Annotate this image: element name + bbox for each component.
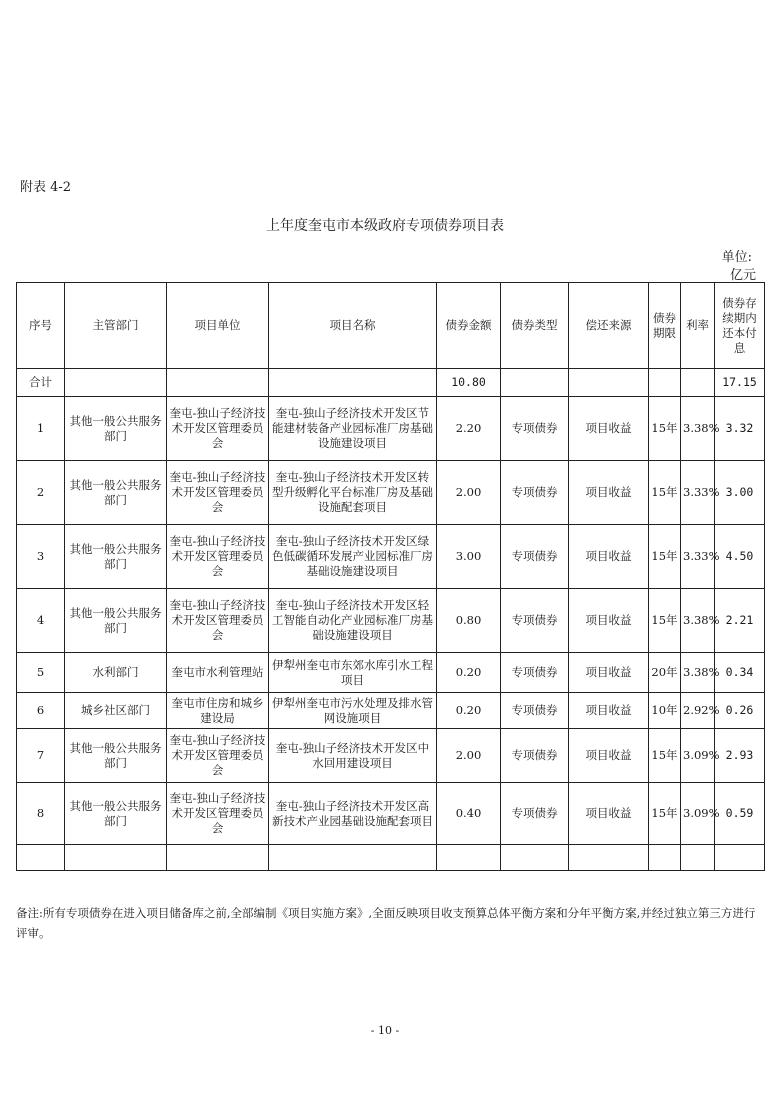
row-dept: 其他一般公共服务部门 xyxy=(65,397,167,461)
row-amount: 0.20 xyxy=(437,653,501,693)
row-unit: 奎屯市住房和城乡建设局 xyxy=(167,693,269,729)
page-number: - 10 - xyxy=(370,1024,400,1037)
unit-label: 单位: xyxy=(721,250,752,265)
row-dept: 其他一般公共服务部门 xyxy=(65,461,167,525)
header-rate: 利率 xyxy=(681,283,715,369)
row-interest: 3.00 xyxy=(715,461,765,525)
row-interest: 2.21 xyxy=(715,589,765,653)
row-type: 专项债券 xyxy=(501,397,569,461)
row-term: 20年 xyxy=(649,653,681,693)
table-row xyxy=(17,653,765,693)
row-source: 项目收益 xyxy=(569,783,649,845)
table-row xyxy=(17,397,765,461)
header-amount: 债券金额 xyxy=(437,283,501,369)
row-source: 项目收益 xyxy=(569,653,649,693)
row-rate: 3.33% xyxy=(681,461,715,525)
row-unit: 奎屯-独山子经济技术开发区管理委员会 xyxy=(167,525,269,589)
row-type: 专项债券 xyxy=(501,783,569,845)
row-amount: 3.00 xyxy=(437,525,501,589)
bond-project-table xyxy=(16,282,765,871)
row-interest: 4.50 xyxy=(715,525,765,589)
row-name: 奎屯-独山子经济技术开发区绿色低碳循环发展产业园标准厂房基础设施建设项目 xyxy=(269,525,437,589)
row-term: 15年 xyxy=(649,397,681,461)
row-dept: 水利部门 xyxy=(65,653,167,693)
row-source: 项目收益 xyxy=(569,729,649,783)
header-name: 项目名称 xyxy=(269,283,437,369)
blank-row xyxy=(17,845,765,871)
table-row xyxy=(17,729,765,783)
row-term: 10年 xyxy=(649,693,681,729)
row-dept: 其他一般公共服务部门 xyxy=(65,589,167,653)
row-source: 项目收益 xyxy=(569,589,649,653)
row-unit: 奎屯市水利管理站 xyxy=(167,653,269,693)
row-seq: 3 xyxy=(17,525,65,589)
appendix-label: 附表 4-2 xyxy=(20,180,72,195)
row-rate: 3.38% xyxy=(681,397,715,461)
row-term: 15年 xyxy=(649,461,681,525)
row-source: 项目收益 xyxy=(569,397,649,461)
table-title: 上年度奎屯市本级政府专项债券项目表 xyxy=(266,218,504,234)
row-interest: 3.32 xyxy=(715,397,765,461)
table-row xyxy=(17,525,765,589)
row-amount: 2.20 xyxy=(437,397,501,461)
row-seq: 8 xyxy=(17,783,65,845)
row-amount: 2.00 xyxy=(437,461,501,525)
table-row xyxy=(17,589,765,653)
row-interest: 0.59 xyxy=(715,783,765,845)
row-type: 专项债券 xyxy=(501,729,569,783)
total-label: 合计 xyxy=(17,369,65,397)
row-term: 15年 xyxy=(649,589,681,653)
row-source: 项目收益 xyxy=(569,693,649,729)
header-source: 偿还来源 xyxy=(569,283,649,369)
row-interest: 2.93 xyxy=(715,729,765,783)
total-amount: 10.80 xyxy=(437,369,501,397)
row-amount: 2.00 xyxy=(437,729,501,783)
row-dept: 其他一般公共服务部门 xyxy=(65,783,167,845)
row-term: 15年 xyxy=(649,729,681,783)
row-type: 专项债券 xyxy=(501,461,569,525)
row-unit: 奎屯-独山子经济技术开发区管理委员会 xyxy=(167,461,269,525)
row-interest: 0.34 xyxy=(715,653,765,693)
row-name: 奎屯-独山子经济技术开发区转型升级孵化平台标准厂房及基础设施配套项目 xyxy=(269,461,437,525)
row-source: 项目收益 xyxy=(569,525,649,589)
row-dept: 其他一般公共服务部门 xyxy=(65,525,167,589)
row-term: 15年 xyxy=(649,525,681,589)
row-seq: 2 xyxy=(17,461,65,525)
row-name: 奎屯-独山子经济技术开发区中水回用建设项目 xyxy=(269,729,437,783)
row-unit: 奎屯-独山子经济技术开发区管理委员会 xyxy=(167,783,269,845)
row-type: 专项债券 xyxy=(501,525,569,589)
row-rate: 3.38% xyxy=(681,589,715,653)
row-seq: 1 xyxy=(17,397,65,461)
row-rate: 3.38% xyxy=(681,653,715,693)
row-rate: 2.92% xyxy=(681,693,715,729)
row-name: 奎屯-独山子经济技术开发区轻工智能自动化产业园标准厂房基础设施建设项目 xyxy=(269,589,437,653)
row-amount: 0.20 xyxy=(437,693,501,729)
row-interest: 0.26 xyxy=(715,693,765,729)
total-row xyxy=(17,369,765,397)
table-header-row xyxy=(17,283,765,369)
row-seq: 4 xyxy=(17,589,65,653)
header-term: 债券期限 xyxy=(649,283,681,369)
total-interest: 17.15 xyxy=(715,369,765,397)
row-type: 专项债券 xyxy=(501,653,569,693)
row-unit: 奎屯-独山子经济技术开发区管理委员会 xyxy=(167,729,269,783)
header-interest: 债券存续期内还本付息 xyxy=(715,283,765,369)
unit-value: 亿元 xyxy=(729,268,756,283)
row-name: 奎屯-独山子经济技术开发区节能建材装备产业园标准厂房基础设施建设项目 xyxy=(269,397,437,461)
row-unit: 奎屯-独山子经济技术开发区管理委员会 xyxy=(167,397,269,461)
header-unit: 项目单位 xyxy=(167,283,269,369)
row-dept: 城乡社区部门 xyxy=(65,693,167,729)
row-unit: 奎屯-独山子经济技术开发区管理委员会 xyxy=(167,589,269,653)
row-name: 奎屯-独山子经济技术开发区高新技术产业园基础设施配套项目 xyxy=(269,783,437,845)
table-row xyxy=(17,783,765,845)
header-seq: 序号 xyxy=(17,283,65,369)
row-amount: 0.40 xyxy=(437,783,501,845)
row-dept: 其他一般公共服务部门 xyxy=(65,729,167,783)
row-type: 专项债券 xyxy=(501,589,569,653)
row-rate: 3.09% xyxy=(681,729,715,783)
row-source: 项目收益 xyxy=(569,461,649,525)
table-row xyxy=(17,693,765,729)
row-seq: 6 xyxy=(17,693,65,729)
row-term: 15年 xyxy=(649,783,681,845)
row-type: 专项债券 xyxy=(501,693,569,729)
row-name: 伊犁州奎屯市东郊水库引水工程项目 xyxy=(269,653,437,693)
header-type: 债券类型 xyxy=(501,283,569,369)
header-dept: 主管部门 xyxy=(65,283,167,369)
table-row xyxy=(17,461,765,525)
row-name: 伊犁州奎屯市污水处理及排水管网设施项目 xyxy=(269,693,437,729)
row-amount: 0.80 xyxy=(437,589,501,653)
row-seq: 7 xyxy=(17,729,65,783)
row-seq: 5 xyxy=(17,653,65,693)
row-rate: 3.33% xyxy=(681,525,715,589)
table-footnote: 备注:所有专项债券在进入项目储备库之前,全部编制《项目实施方案》,全面反映项目收支预算总体平衡方案和分年平衡方案,并经过独立第三方进行评审。 xyxy=(16,906,756,940)
row-rate: 3.09% xyxy=(681,783,715,845)
